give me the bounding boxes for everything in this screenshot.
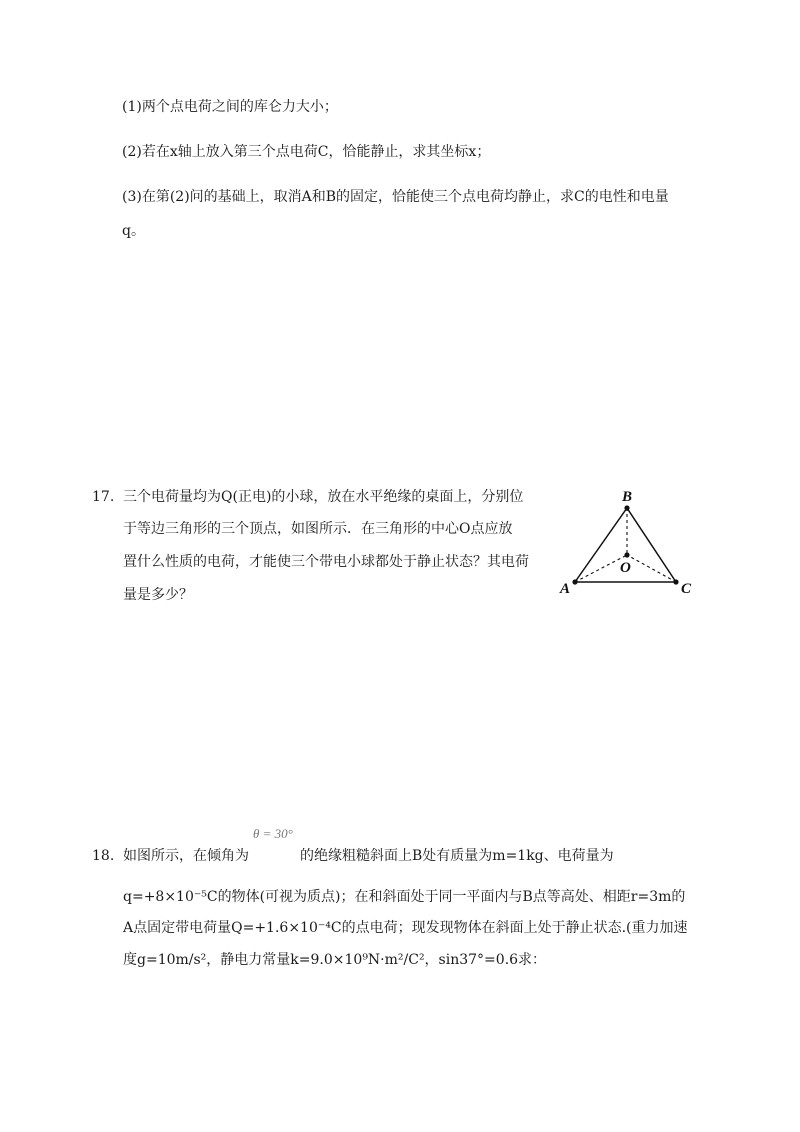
vertex-b-dot xyxy=(624,505,629,510)
q18-line1-end: 的绝缘粗糙斜面上B处有质量为m=1kg、电荷量为 xyxy=(300,848,614,864)
q17-line2: 于等边三角形的三个顶点，如图所示．在三角形的中心O点应放 xyxy=(123,521,513,537)
center-o-dot xyxy=(624,552,629,557)
q18-line1-start: 如图所示，在倾角为 xyxy=(123,848,249,864)
triangle-figure xyxy=(556,484,700,602)
q16-part2: (2)若在x轴上放入第三个点电荷C，恰能静止，求其坐标x； xyxy=(122,144,491,160)
vertex-c-dot xyxy=(673,579,678,584)
q18-line3: A点固定带电荷量Q=+1.6×10⁻⁴C的点电荷；现发现物体在斜面上处于静止状态.(重力加速 xyxy=(123,920,688,936)
q17-number: 17. xyxy=(92,489,115,505)
q18-line2: q=+8×10⁻⁵C的物体(可视为质点)；在和斜面处于同一平面内与B点等高处、相距r=3m的 xyxy=(123,889,686,905)
center-o-label: O xyxy=(620,560,631,576)
q16-part1: (1)两个点电荷之间的库仑力大小； xyxy=(122,99,338,115)
edge-bc xyxy=(627,508,676,582)
vertex-a-label: A xyxy=(560,581,571,597)
dash-co xyxy=(627,555,676,582)
q16-part3-line2: q。 xyxy=(122,223,145,239)
theta-formula-image: θ = 30° xyxy=(253,826,293,841)
vertex-b-label: B xyxy=(622,489,633,505)
q17-line3: 置什么性质的电荷，才能使三个带电小球都处于静止状态？其电荷 xyxy=(123,554,529,570)
q17-line4: 量是多少？ xyxy=(123,587,193,603)
vertex-a-dot xyxy=(572,579,577,584)
q18-number: 18. xyxy=(92,848,115,864)
q18-line4: 度g=10m/s²，静电力常量k=9.0×10⁹N·m²/C²，sin37°=0.6求： xyxy=(123,952,547,968)
vertex-c-label: C xyxy=(681,581,692,597)
q16-part3-line1: (3)在第(2)问的基础上，取消A和B的固定，恰能使三个点电荷均静止，求C的电性和电量 xyxy=(122,189,669,205)
q17-line1: 三个电荷量均为Q(正电)的小球，放在水平绝缘的桌面上，分别位 xyxy=(123,489,524,505)
